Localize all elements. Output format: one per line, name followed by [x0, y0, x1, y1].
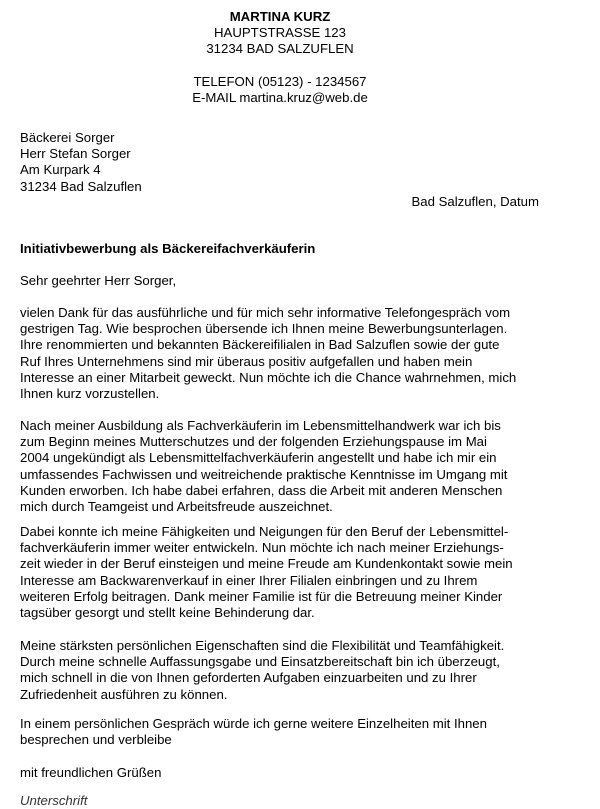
- text-line: 2004 ungekündigt als Lebensmittelfachverkäuferin angestellt und habe ich mir ein: [20, 450, 497, 466]
- paragraph-4: [20, 638, 540, 703]
- sender-phone: TELEFON (05123) - 1234567: [193, 73, 367, 89]
- text-line: mich schnell in die von Ihnen geforderten Aufgaben einzuarbeiten und zu Ihrer: [20, 670, 477, 686]
- text-line: mich durch Teamgeist und Arbeitsfreude auszeichnet.: [20, 499, 333, 515]
- signature-placeholder: Unterschrift: [20, 793, 88, 808]
- text-line: weiteren Erfolg beitragen. Dank meiner Familie ist für die Betreuung meiner Kinder: [20, 588, 503, 604]
- paragraph-2: [20, 418, 540, 515]
- text-line: Kunden erworben. Ich habe dabei erfahren, dass die Arbeit mit anderen Menschen: [20, 482, 503, 498]
- text-line: gestrigen Tag. Wie besprochen übersende ich Ihnen meine Bewerbungsunterlagen.: [20, 321, 508, 337]
- text-line: Nach meiner Ausbildung als Fachverkäuferin im Lebensmittelhandwerk war ich bis: [20, 418, 501, 433]
- place-date: Bad Salzuflen, Datum: [411, 194, 539, 209]
- text-line: In einem persönlichen Gespräch würde ich gerne weitere Einzelheiten mit Ihnen: [20, 716, 487, 731]
- text-line: zeit wieder in der Beruf einsteigen und meine Freude am Kundenkontakt sowie mein: [20, 556, 513, 572]
- recipient-contact: Herr Stefan Sorger: [20, 146, 131, 162]
- text-line: vielen Dank für das ausführliche und für mich sehr informative Telefongespräch vom: [20, 305, 511, 320]
- paragraph-1: [20, 305, 540, 402]
- paragraph-3: [20, 524, 540, 621]
- text-line: Interesse am Backwarenverkauf in einer Ihrer Filialen einbringen und zu Ihrem: [20, 572, 478, 588]
- salutation: Sehr geehrter Herr Sorger,: [20, 273, 177, 288]
- sender-city: 31234 BAD SALZUFLEN: [206, 41, 354, 57]
- sender-spacer: [0, 58, 560, 74]
- recipient-street: Am Kurpark 4: [20, 162, 101, 178]
- sender-street: HAUPTSTRASSE 123: [214, 25, 346, 41]
- paragraph-5: [20, 716, 540, 748]
- recipient-company: Bäckerei Sorger: [20, 130, 115, 145]
- text-line: fachverkäuferin immer weiter entwickeln. Nun möchte ich nach meiner Erziehungs-: [20, 540, 504, 556]
- closing-phrase: mit freundlichen Grüßen: [20, 765, 162, 780]
- sender-name: MARTINA KURZ: [229, 9, 331, 24]
- text-line: besprechen und verbleibe: [20, 732, 172, 748]
- text-line: Zufriedenheit ausführen zu können.: [20, 686, 228, 702]
- text-line: Durch meine schnelle Auffassungsgabe und Einsatzbereitschaft bin ich überzeugt,: [20, 654, 500, 670]
- recipient-block: [20, 130, 320, 195]
- text-line: Ihnen kurz vorzustellen.: [20, 386, 160, 402]
- sender-email: E-MAIL martina.kruz@web.de: [192, 89, 368, 105]
- text-line: Meine stärksten persönlichen Eigenschaften sind die Flexibilität und Teamfähigkeit.: [20, 638, 505, 653]
- text-line: tagsüber gesorgt und stellt keine Behinderung dar.: [20, 605, 315, 621]
- text-line: Ruf Ihres Unternehmens sind mir überaus positiv aufgefallen und haben mein: [20, 353, 473, 369]
- text-line: Dabei konnte ich meine Fähigkeiten und Neigungen für den Beruf der Lebensmittel-: [20, 524, 509, 539]
- recipient-city: 31234 Bad Salzuflen: [20, 178, 142, 194]
- text-line: Interesse an einer Mitarbeit geweckt. Nun möchte ich die Chance wahrnehmen, mich: [20, 369, 517, 385]
- sender-block: [0, 9, 560, 106]
- subject-line: Initiativbewerbung als Bäckereifachverkäuferin: [20, 241, 316, 256]
- text-line: Ihre renommierten und bekannten Bäckereifilialen in Bad Salzuflen sowie der gute: [20, 337, 500, 353]
- text-line: zum Beginn meines Mutterschutzes und der folgenden Erziehungspause im Mai: [20, 434, 487, 450]
- text-line: umfassendes Fachwissen und weitreichende praktische Kenntnisse im Umgang mit: [20, 466, 508, 482]
